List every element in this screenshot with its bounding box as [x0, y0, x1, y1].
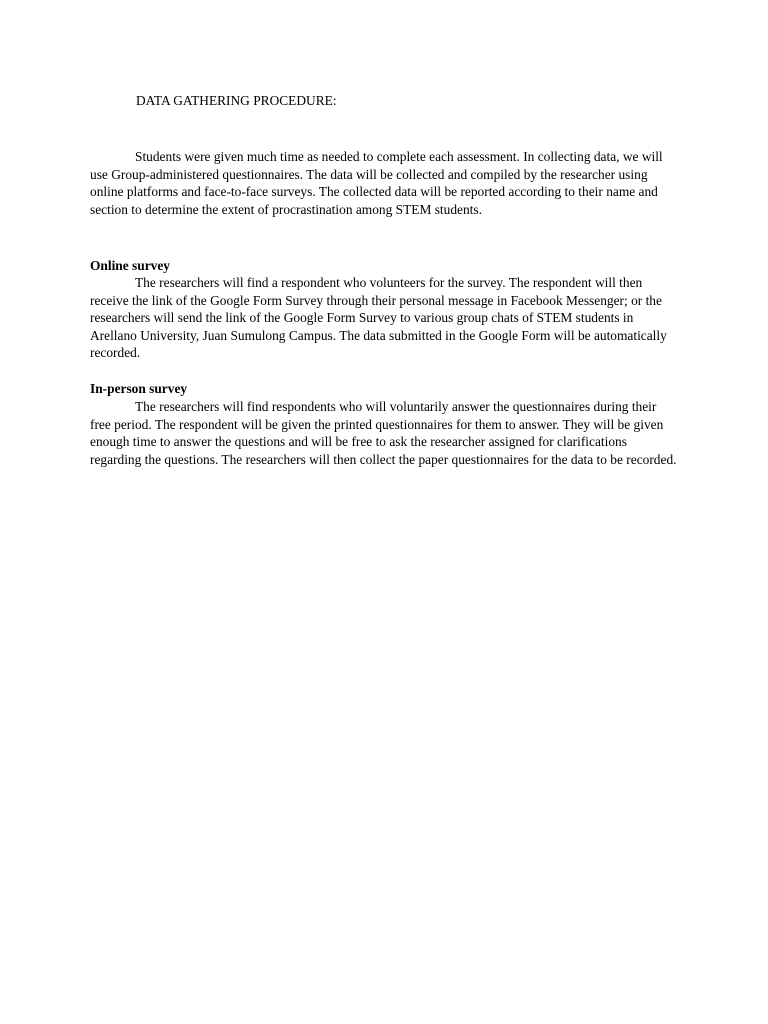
intro-paragraph: Students were given much time as needed to complete each assessment. In collecting data, we will use Group-administered questionnaires. The data will be collected and compiled by the researcher using online platforms and face-to-face surveys. The collected data will be reported according to their name and section to determine the extent of procrastination among STEM students. — [90, 149, 663, 217]
section-body-online-survey: The researchers will find a respondent who volunteers for the survey. The respondent will then receive the link of the Google Form Survey through their personal message in Facebook Messenger; or the researchers will send the link of the Google Form Survey to various group chats of STEM students in Arellano University, Juan Sumulong Campus. The data submitted in the Google Form will be automatically recorded. — [90, 275, 667, 361]
section-heading-online-survey: Online survey — [90, 258, 170, 273]
section-body-in-person-survey: The researchers will find respondents who will voluntarily answer the questionnaires during their free period. The respondent will be given the printed questionnaires for them to answer. They will be given enough time to answer the questions and will be free to ask the researcher assigned for clarifications regarding the questions. The researchers will then collect the paper questionnaires for the data to be recorded. — [90, 399, 677, 467]
page-title: DATA GATHERING PROCEDURE: — [136, 93, 337, 108]
section-heading-in-person-survey: In-person survey — [90, 381, 188, 396]
